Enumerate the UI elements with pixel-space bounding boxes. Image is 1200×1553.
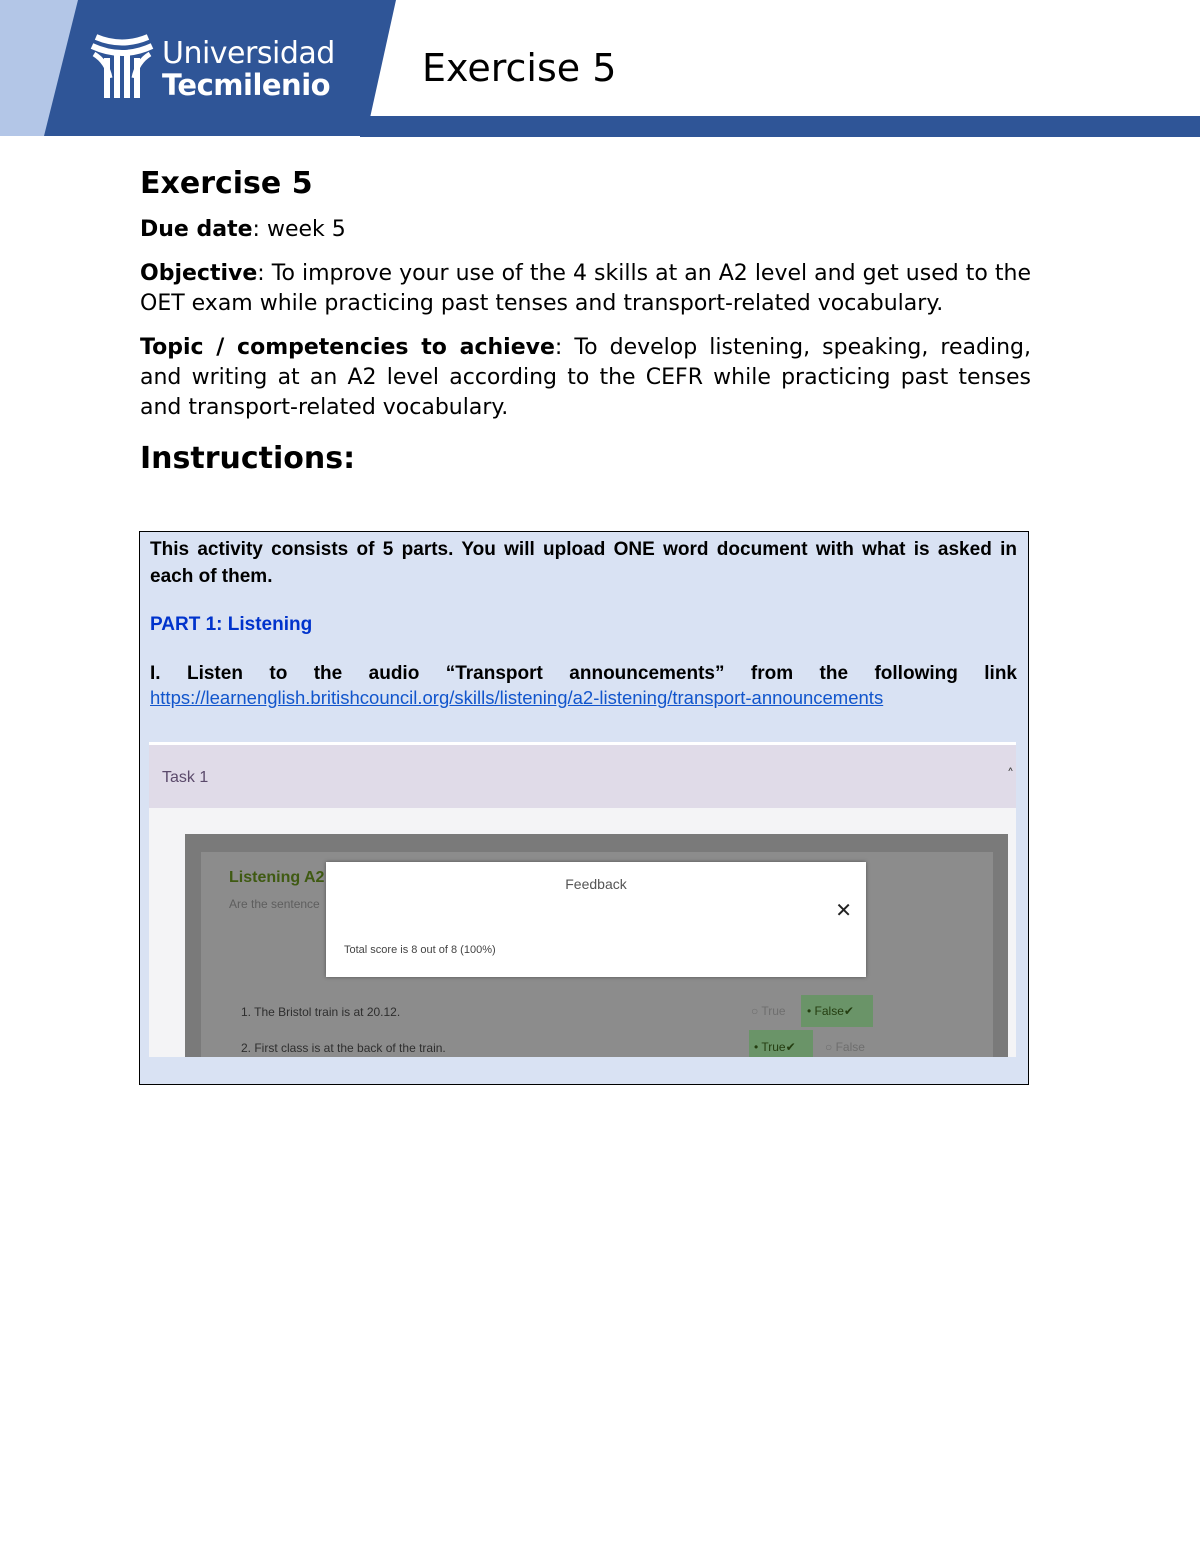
header-title: Exercise 5 xyxy=(422,46,617,90)
objective-value: : To improve your use of the 4 skills at an A2 level and get used to the OET exam while practicing past tenses and transport-related vocabulary. xyxy=(140,261,1031,316)
chevron-up-icon: ˄ xyxy=(1007,767,1014,783)
exercise-heading: Exercise 5 xyxy=(140,166,313,201)
question-1: 1. The Bristol train is at 20.12. xyxy=(241,1005,401,1019)
due-date-label: Due date xyxy=(140,217,253,242)
question-2-true-option[interactable]: • True✔ xyxy=(754,1040,796,1054)
close-icon[interactable]: ✕ xyxy=(835,898,852,922)
listening-title: Listening A2 xyxy=(229,869,325,886)
task-accordion-header[interactable] xyxy=(149,745,1016,808)
feedback-score: Total score is 8 out of 8 (100%) xyxy=(344,944,496,956)
listening-subtitle: Are the sentence xyxy=(229,897,320,911)
question-2: 2. First class is at the back of the train. xyxy=(241,1041,446,1055)
listen-step: I. Listen to the audio “Transport announcements” from the following link xyxy=(150,663,1017,684)
question-1-false-option[interactable]: • False✔ xyxy=(807,1004,854,1018)
transport-announcements-link[interactable]: https://learnenglish.britishcouncil.org/skills/listening/a2-listening/transport-announcements xyxy=(150,687,884,708)
instructions-heading: Instructions: xyxy=(140,441,356,476)
embedded-screenshot xyxy=(149,742,1016,1057)
objective-paragraph xyxy=(140,259,1031,319)
task-label: Task 1 xyxy=(162,769,209,786)
question-1-true-option[interactable]: ○ True xyxy=(751,1004,786,1018)
logo-text-tecmilenio: Tecmilenio xyxy=(162,68,331,102)
banner-underline-bar xyxy=(360,116,1200,137)
document-body xyxy=(140,166,1031,476)
question-2-false-option[interactable]: ○ False xyxy=(825,1040,865,1054)
feedback-modal xyxy=(326,862,866,977)
option-label: False xyxy=(814,1004,844,1018)
topic-label: Topic / competencies to achieve xyxy=(140,335,555,360)
objective-label: Objective xyxy=(140,261,258,286)
due-date-paragraph xyxy=(140,215,1031,245)
instructions-box-content xyxy=(150,536,1017,709)
header-banner xyxy=(0,0,1200,140)
part1-heading: PART 1: Listening xyxy=(150,614,313,635)
topic-paragraph xyxy=(140,333,1031,423)
tecmilenio-tree-logo-icon xyxy=(90,34,154,100)
topic-value: : To develop listening, speaking, reading, and writing at an A2 level according to the CEFR while practicing past tenses and transport-related vocabulary. xyxy=(140,335,1031,420)
due-date-value: : week 5 xyxy=(252,217,346,242)
university-logo xyxy=(90,34,340,104)
option-label: False xyxy=(835,1040,865,1054)
feedback-modal-title: Feedback xyxy=(565,876,627,892)
logo-text-universidad: Universidad xyxy=(162,36,335,71)
option-label: True xyxy=(761,1040,786,1054)
option-label: True xyxy=(761,1004,786,1018)
activity-intro: This activity consists of 5 parts. You will upload ONE word document with what is asked in each of them. xyxy=(150,539,1017,587)
